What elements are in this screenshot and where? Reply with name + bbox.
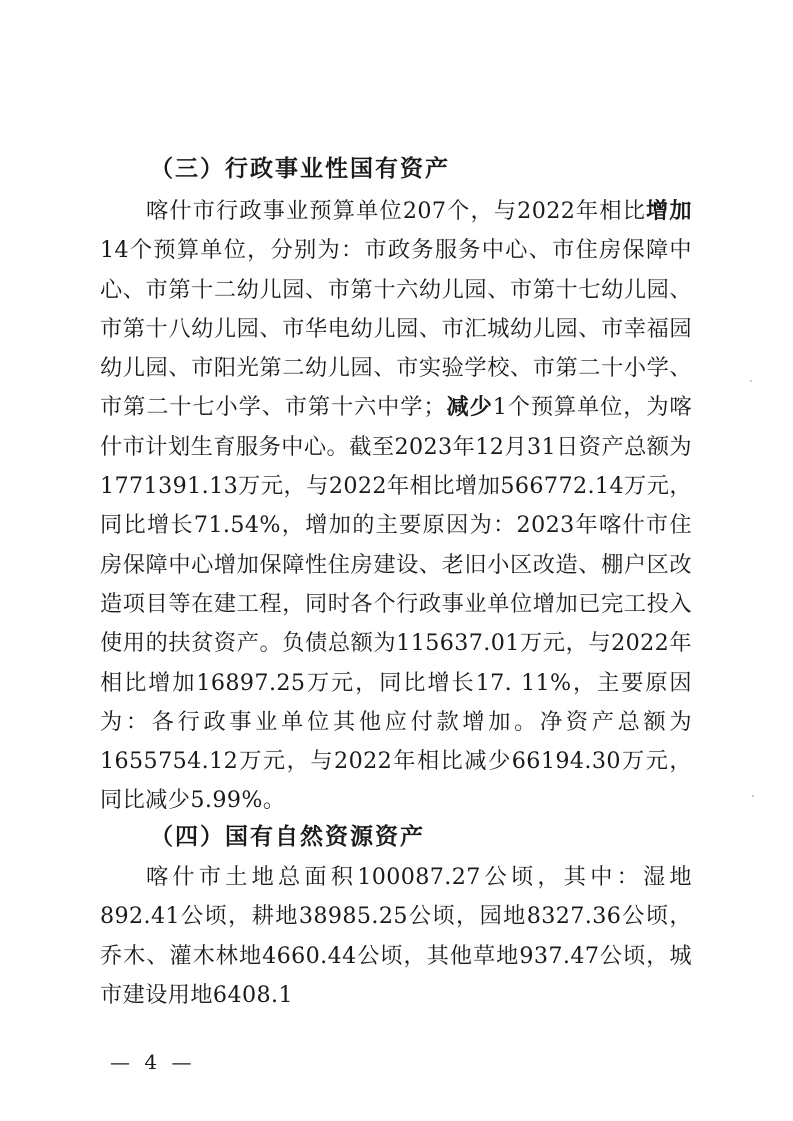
page-number: — 4 — xyxy=(110,1050,196,1074)
bold-increase: 增加 xyxy=(646,198,692,224)
paragraph-text: 14个预算单位，分别为：市政务服务中心、市住房保障中心、市第十二幼儿园、市第十六幼儿园、市第十七幼儿园、市第十八幼儿园、市华电幼儿园、市汇城幼儿园、市幸福园幼儿园、市阳光第二幼儿园、市实验学校、市第二十小学、市第二十七小学、市第十六中学； xyxy=(100,237,692,421)
scan-speck xyxy=(752,795,754,797)
section-3-paragraph xyxy=(100,192,692,821)
paragraph-text: 1个预算单位，为喀什市计划生育服务中心。截至2023年12月31日资产总额为1771391.13万元，与2022年相比增加566772.14万元，同比增长71.54%，增加的主要原因为：2023年喀什市住房保障中心增加保障性住房建设、老旧小区改造、棚户区改造项目等在建工程，同时各个行政事业单位增加已完工投入使用的扶贫资产。负债总额为115637.01万元，与2022年相比增加16897.25万元，同比增长17. 11%，主要原因为：各行政事业单位其他应付款增加。净资产总额为1655754.12万元，与2022年相比减少66194.30万元，同比减少5.99%。 xyxy=(100,394,693,814)
section-4-paragraph: 喀什市土地总面积100087.27公顷，其中：湿地892.41公顷，耕地38985.25公顷，园地8327.36公顷，乔木、灌木林地4660.44公顷，其他草地937.47公顷，城市建设用地6408.1 xyxy=(100,864,692,1008)
bold-decrease: 减少 xyxy=(445,394,493,421)
section-heading-3: （三）行政事业性国有资产 xyxy=(150,156,450,182)
section-heading-4: （四）国有自然资源资产 xyxy=(150,824,425,850)
scan-speck xyxy=(750,380,752,382)
paragraph-text: 喀什市行政事业预算单位207个，与2022年相比 xyxy=(146,198,647,224)
